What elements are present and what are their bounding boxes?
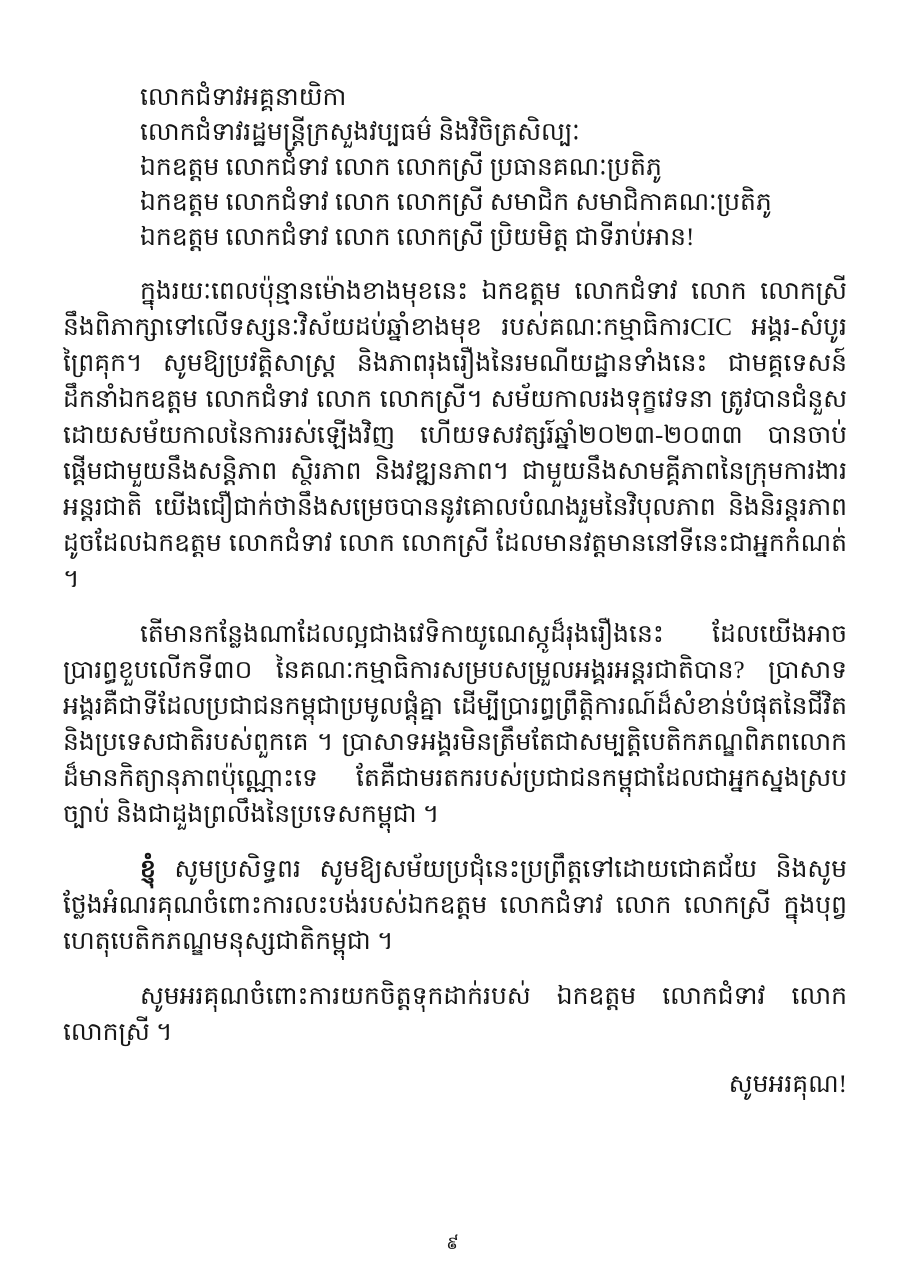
salutation-line-2: លោកជំទាវរដ្ឋមន្ត្រីក្រសួងវប្បធម៌ និងវិចិត្រសិល្បៈ bbox=[140, 119, 580, 146]
body-paragraph-3 bbox=[63, 852, 847, 960]
paragraph-text: សូមប្រសិទ្ធពរ សូមឱ្យសម័យប្រជុំនេះប្រព្រឹត្តទៅដោយជោគជ័យ និងសូមថ្លែងអំណរគុណចំពោះការលះបង់របស់ឯកឧត្តម លោកជំទាវ លោក លោកស្រី ក្នុងបុព្វហេតុបេតិកភណ្ឌមនុស្សជាតិកម្ពុជា ។ bbox=[63, 856, 847, 955]
closing-thanks-line: សូមអរគុណ! bbox=[728, 1071, 847, 1098]
body-paragraph-2: តើមានកន្លែងណាដែលល្អជាងវេទិកាយូណេស្កូដ៏រុងរឿងនេះ ដែលយើងអាចប្រារព្ធខួបលើកទី៣០ នៃគណៈកម្មាធិការសម្របសម្រួលអង្គរអន្តរជាតិបាន? ប្រាសាទអង្គរគឺជាទីដែលប្រជាជនកម្ពុជាប្រមូលផ្តុំគ្នា ដើម្បីប្រារព្ធព្រឹត្តិការណ៍ដ៏សំខាន់បំផុតនៃជីវិត និងប្រទេសជាតិរបស់ពួកគេ ។ ប្រាសាទអង្គរមិនត្រឹមតែជាសម្បត្តិបេតិកភណ្ឌពិភពលោកដ៏មានកិត្យានុភាពប៉ុណ្ណោះទេ តែគឺជាមរតករបស់ប្រជាជនកម្ពុជាដែលជាអ្នកស្នងស្របច្បាប់ និងជាដួងព្រលឹងនៃប្រទេសកម្ពុជា ។ bbox=[63, 621, 847, 828]
salutation-block bbox=[140, 80, 847, 255]
salutation-line-5: ឯកឧត្តម លោកជំទាវ លោក លោកស្រី ប្រិយមិត្ត ជាទីរាប់អាន! bbox=[140, 224, 695, 251]
body-paragraph-4: សូមអរគុណចំពោះការយកចិត្តទុកដាក់របស់ ឯកឧត្តម លោកជំទាវ លោក លោកស្រី ។ bbox=[63, 983, 847, 1046]
paragraph-lead-word: ខ្ញុំ bbox=[140, 856, 156, 883]
body-paragraph-1: ក្នុងរយៈពេលប៉ុន្មានម៉ោងខាងមុខនេះ ឯកឧត្តម លោកជំទាវ លោក លោកស្រី នឹងពិភាក្សាទៅលើទស្សនៈវិស័យដប់ឆ្នាំខាងមុខ របស់គណៈកម្មាធិការCIC អង្គរ-សំបូរព្រៃគុក។ សូមឱ្យប្រវត្តិសាស្ត្រ និងភាពរុងរឿងនៃរមណីយដ្ឋានទាំងនេះ ជាមគ្គទេសន៍ដឹកនាំឯកឧត្តម លោកជំទាវ លោក លោកស្រី។ សម័យកាលរងទុក្ខវេទនា ត្រូវបានជំនួសដោយសម័យកាលនៃការរស់ឡើងវិញ ហើយទសវត្សរ៍ឆ្នាំ២០២៣-២០៣៣ បានចាប់ផ្ដើមជាមួយនឹងសន្តិភាព ស្ថិរភាព និងវឌ្ឍនភាព។ ជាមួយនឹងសាមគ្គីភាពនៃក្រុមការងារអន្តរជាតិ យើងជឿជាក់ថានឹងសម្រេចបាននូវគោលបំណងរួមនៃវិបុលភាព និងនិរន្តរភាព ដូចដែលឯកឧត្តម លោកជំទាវ លោក លោកស្រី ដែលមានវត្តមាននៅទីនេះជាអ្នកកំណត់ ។ bbox=[63, 278, 847, 593]
salutation-line-4: ឯកឧត្តម លោកជំទាវ លោក លោកស្រី សមាជិក សមាជិកាគណៈប្រតិភូ bbox=[140, 189, 772, 216]
salutation-line-1: លោកជំទាវអគ្គនាយិកា bbox=[140, 84, 347, 111]
page-number: ៩ bbox=[446, 1233, 459, 1253]
salutation-line-3: ឯកឧត្តម លោកជំទាវ លោក លោកស្រី ប្រធានគណៈប្រតិភូ bbox=[140, 154, 662, 181]
document-content bbox=[63, 80, 847, 1103]
